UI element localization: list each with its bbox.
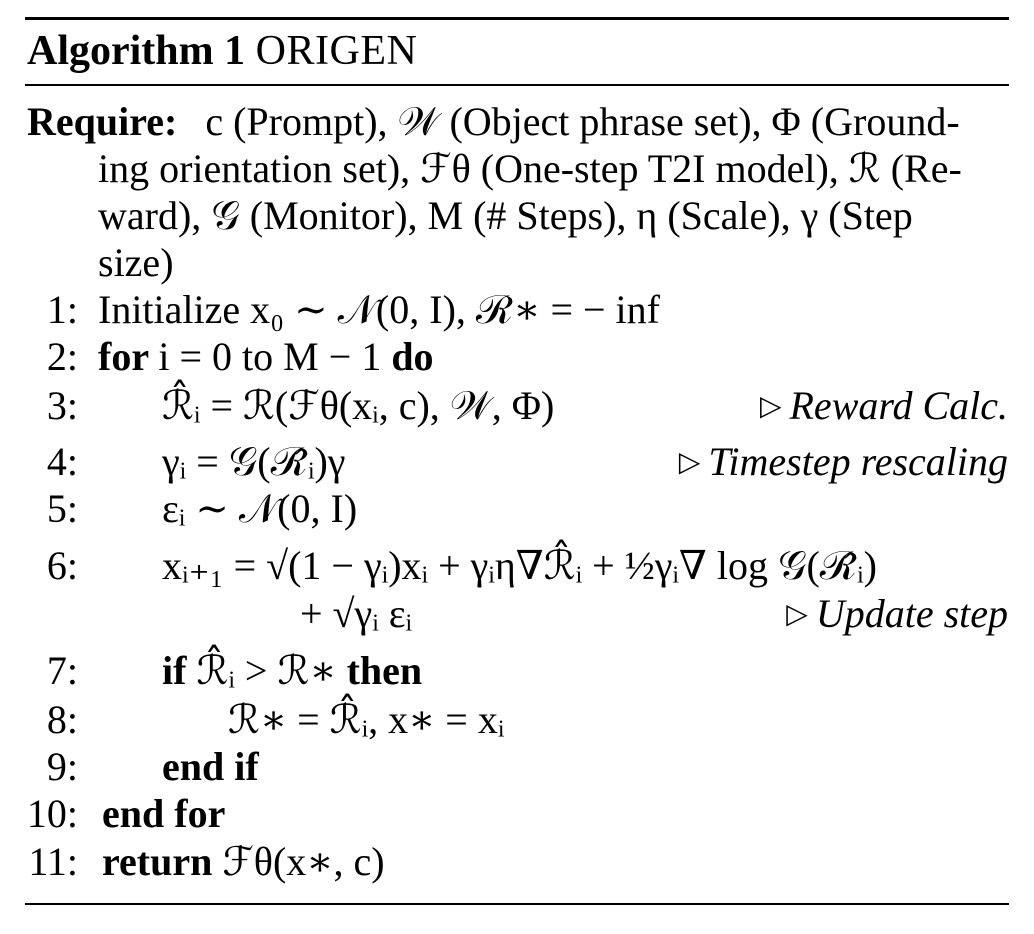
comment-text: Reward Calc. — [789, 383, 1008, 428]
algorithm-label: Algorithm 1 — [27, 28, 246, 74]
line-text: ℛ∗ = ℛ̂ᵢ, x∗ = xᵢ — [228, 697, 505, 742]
line-number: 4: — [46, 439, 78, 484]
bottom-rule — [25, 903, 1009, 905]
triangle-icon: ▷ — [786, 599, 808, 630]
title-rule — [25, 84, 1009, 86]
top-rule — [25, 17, 1009, 20]
require-line-1: c (Prompt), 𝒲 (Object phrase set), Φ (Ground- — [205, 99, 960, 144]
algorithm-line — [0, 741, 1034, 793]
line-number: 5: — [46, 486, 78, 531]
comment-text: Timestep rescaling — [708, 439, 1008, 484]
require-keyword: Require: — [27, 99, 178, 144]
line-text: εᵢ ∼ 𝒩(0, I) — [162, 486, 358, 531]
line-text: end if — [162, 744, 259, 789]
line-number: 6: — [46, 543, 78, 588]
algorithm-line-continuation — [0, 588, 1034, 640]
line-text: xᵢ₊₁ = √(1 − γᵢ)xᵢ + γᵢη∇ℛ̂ᵢ + ½γᵢ∇ log 𝒢(ℛ̂ᵢ) — [162, 543, 878, 588]
line-number: 8: — [46, 697, 78, 742]
algorithm-line — [0, 436, 1034, 488]
line-number: 3: — [46, 383, 78, 428]
line-text: ℛ̂ᵢ = ℛ(ℱθ(xᵢ, c), 𝒲, Φ) — [162, 383, 555, 428]
line-text: for i = 0 to M − 1 do — [98, 334, 434, 379]
algorithm-name: ORIGEN — [255, 28, 418, 74]
line-text: end for — [102, 791, 226, 836]
algorithm-line — [0, 540, 1034, 592]
line-text: γᵢ = 𝒢(ℛ̂ᵢ)γ — [162, 439, 346, 484]
algorithm-line — [0, 483, 1034, 535]
line-number: 2: — [46, 334, 78, 379]
line-number: 11: — [28, 839, 78, 884]
require-line-3: ward), 𝒢 (Monitor), M (# Steps), η (Scale), γ (Step — [98, 193, 913, 238]
line-text-continuation: + √γᵢ εᵢ — [300, 591, 413, 636]
line-text: Initialize x₀ ∼ 𝒩(0, I), ℛ∗ = − inf — [98, 287, 660, 332]
require-line-4: size) — [98, 240, 174, 285]
algorithm-line — [0, 645, 1034, 697]
line-comment — [679, 436, 1008, 489]
line-number: 10: — [26, 791, 78, 836]
algorithm-line — [0, 694, 1034, 746]
line-number: 1: — [46, 287, 78, 332]
line-number: 9: — [46, 744, 78, 789]
comment-text: Update step — [815, 591, 1008, 636]
triangle-icon: ▷ — [759, 391, 782, 422]
line-text: if ℛ̂ᵢ > ℛ∗ then — [162, 648, 423, 693]
line-text: return ℱθ(x∗, c) — [102, 839, 385, 884]
algorithm-title — [27, 26, 417, 76]
require-line-2: ing orientation set), ℱθ (One-step T2I model), ℛ (Re- — [98, 146, 962, 191]
line-comment — [786, 588, 1008, 641]
line-number: 7: — [46, 648, 78, 693]
algorithm-line — [0, 788, 1034, 840]
algorithm-line — [0, 380, 1034, 432]
algorithm-line — [0, 331, 1034, 383]
require-block — [27, 98, 1007, 286]
algorithm-line — [0, 284, 1034, 336]
line-comment — [760, 380, 1008, 433]
algorithm-line — [0, 836, 1034, 888]
triangle-icon: ▷ — [678, 447, 701, 478]
